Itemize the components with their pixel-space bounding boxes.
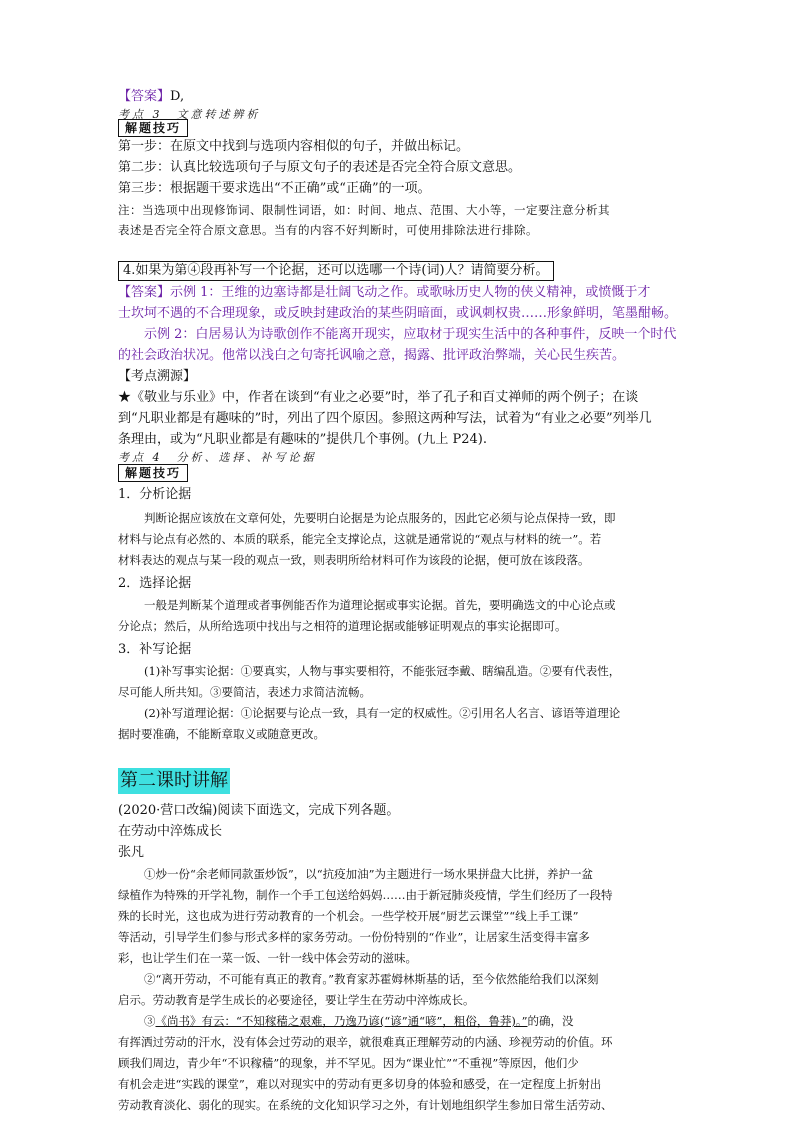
heading-analyze: 1．分析论据 bbox=[118, 487, 192, 502]
para-3-line-1 bbox=[118, 1011, 704, 1032]
note-line-2: 表述是否完全符合原文意思。当有的内容不好判断时，可使用排除法进行排除。 bbox=[118, 223, 538, 237]
lesson-2-heading-wrap bbox=[118, 768, 678, 794]
supplement-b-line-1: (2)补写道理论据：①论据要与论点一致，具有一定的权威性。②引用名人名言、谚语等道理论 bbox=[144, 706, 621, 720]
step-2: 第二步：认真比较选项句子与原文句子的表述是否完全符合原文意思。 bbox=[118, 160, 522, 175]
para-3-quote: 《尚书》有云：“不知稼穑之艰难，乃逸乃谚(“谚”通“喭”，粗俗，鲁莽)。” bbox=[155, 1014, 528, 1028]
q4-ex1-text: 示例 1：王维的边塞诗都是壮阔飞动之作。或歌咏历史人物的侠义精神，或愤慨于才 bbox=[170, 285, 651, 300]
step-3: 第三步：根据题干要求选出“不正确”或“正确”的一项。 bbox=[118, 181, 431, 196]
article-title: 在劳动中淬炼成长 bbox=[118, 824, 223, 839]
para-3-number: ③ bbox=[144, 1014, 156, 1028]
answer-value: D, bbox=[170, 89, 185, 104]
select-line-1: 一般是判断某个道理或者事例能否作为道理论据或事实论据。首先，要明确选文的中心论点或 bbox=[144, 598, 616, 612]
para-2-line-1: ②“离开劳动，不可能有真正的教育。”教育家苏霍姆林斯基的话，至今依然能给我们以深刻 bbox=[144, 972, 599, 986]
tips-label-2: 解题技巧 bbox=[118, 464, 188, 482]
para-3-line-2: 有挥洒过劳动的汗水，没有体会过劳动的艰辛，就很难真正理解劳动的内涵、珍视劳动的价值。环 bbox=[118, 1035, 613, 1049]
heading-select: 2．选择论据 bbox=[118, 576, 192, 591]
para-3-rest: 的确，没 bbox=[527, 1014, 574, 1028]
article-author: 张凡 bbox=[118, 845, 145, 860]
q4-example-1-line-2: 士坎坷不遇的不合理现象，或反映封建政治的某些阴暗面，或讽刺权贵……形象鲜明，笔墨酣畅。 bbox=[118, 306, 678, 321]
step-1: 第一步：在原文中找到与选项内容相似的句子，并做出标记。 bbox=[118, 139, 470, 154]
point-4-title: 考点 4 分析、选择、补写论据 bbox=[118, 451, 317, 464]
supplement-b-line-2: 据时要准确，不能断章取义或随意更改。 bbox=[118, 727, 325, 741]
q4-answer-tag: 【答案】 bbox=[118, 285, 171, 300]
para-3-line-5: 劳动教育淡化、弱化的现实。在系统的文化知识学习之外，有计划地组织学生参加日常生活劳动、 bbox=[118, 1098, 613, 1112]
para-1-line-2: 绿植作为特殊的开学礼物，制作一个手工包送给妈妈……由于新冠肺炎疫情，学生们经历了一段特 bbox=[118, 888, 613, 902]
supplement-a-line-2: 尽可能人所共知。③要简洁，表述力求简洁流畅。 bbox=[118, 685, 371, 699]
q4-example-2-line-2: 的社会政治状况。他常以浅白之句寄托讽喻之意，揭露、批评政治弊端，关心民生疾苦。 bbox=[118, 348, 626, 363]
question-4 bbox=[118, 260, 678, 281]
para-1-line-5: 彩，也让学生们在一菜一饭、一针一线中体会劳动的滋味。 bbox=[118, 951, 417, 965]
q4-example-2-line-1: 示例 2：白居易认为诗歌创作不能离开现实，应取材于现实生活中的各种事件，反映一个时代 bbox=[144, 327, 677, 342]
source-line-3: 条理由，或为“凡职业都是有趣味的”提供几个事例。(九上 P24). bbox=[118, 432, 487, 447]
select-line-2: 分论点；然后，从所给选项中找出与之相符的道理论据或能够证明观点的事实论据即可。 bbox=[118, 619, 567, 633]
q4-example-1-line-1 bbox=[118, 282, 678, 303]
supplement-a-line-1: (1)补写事实论据：①要真实，人物与事实要相符，不能张冠李戴、瞎编乱造。②要有代表性， bbox=[144, 664, 621, 678]
question-4-text: 4.如果为第④段再补写一个论据，还可以选哪一个诗(词)人？请简要分析。 bbox=[118, 261, 554, 281]
para-1-line-1: ①炒一份“余老师同款蛋炒饭”，以“抗疫加油”为主题进行一场水果拼盘大比拼，养护一盆 bbox=[144, 867, 594, 881]
para-1-line-4: 等活动，引导学生们参与形式多样的家务劳动。一份份特别的“作业”，让居家生活变得丰富多 bbox=[118, 930, 590, 944]
source-tag: 【考点溯源】 bbox=[118, 369, 197, 384]
note-line-1: 注：当选项中出现修饰词、限制性词语，如：时间、地点、范围、大小等，一定要注意分析其 bbox=[118, 203, 610, 217]
point-3-title: 考点 3 文意转述辨析 bbox=[118, 108, 261, 121]
para-1-line-3: 殊的长时光，这也成为进行劳动教育的一个机会。一些学校开展“厨艺云课堂”“线上手工课” bbox=[118, 909, 579, 923]
lesson-2-heading: 第二课时讲解 bbox=[118, 768, 230, 794]
para-3-line-3: 顾我们周边，青少年“不识稼穑”的现象，并不罕见。因为“课业忙”“不重视”等原因，他们少 bbox=[118, 1056, 579, 1070]
tips-box-2 bbox=[118, 463, 678, 484]
analyze-line-1: 判断论据应该放在文章何处，先要明白论据是为论点服务的，因此它必须与论点保持一致，即 bbox=[144, 511, 616, 525]
heading-supplement: 3．补写论据 bbox=[118, 642, 192, 657]
analyze-line-2: 材料与论点有必然的、本质的联系，能完全支撑论点，这就是通常说的“观点与材料的统一”。若 bbox=[118, 532, 602, 546]
analyze-line-3: 材料表达的观点与某一段的观点一致，则表明所给材料可作为该段的论据，便可放在该段落。 bbox=[118, 553, 590, 567]
para-3-line-4: 有机会走进“实践的课堂”，难以对现实中的劳动有更多切身的体验和感受，在一定程度上折射出 bbox=[118, 1077, 602, 1091]
para-2-line-2: 启示。劳动教育是学生成长的必要途径，要让学生在劳动中淬炼成长。 bbox=[118, 993, 475, 1007]
lesson-2-intro: (2020·营口改编)阅读下面选文，完成下列各题。 bbox=[118, 803, 400, 818]
tips-label: 解题技巧 bbox=[118, 119, 188, 137]
source-line-2: 到“凡职业都是有趣味的”时，列出了四个原因。参照这两种写法，试着为“有业之必要”列举几 bbox=[118, 411, 652, 426]
source-line-1: ★《敬业与乐业》中，作者在谈到“有业之必要”时，举了孔子和百丈禅师的两个例子；在谈 bbox=[118, 390, 639, 405]
answer-tag: 【答案】 bbox=[118, 89, 171, 104]
